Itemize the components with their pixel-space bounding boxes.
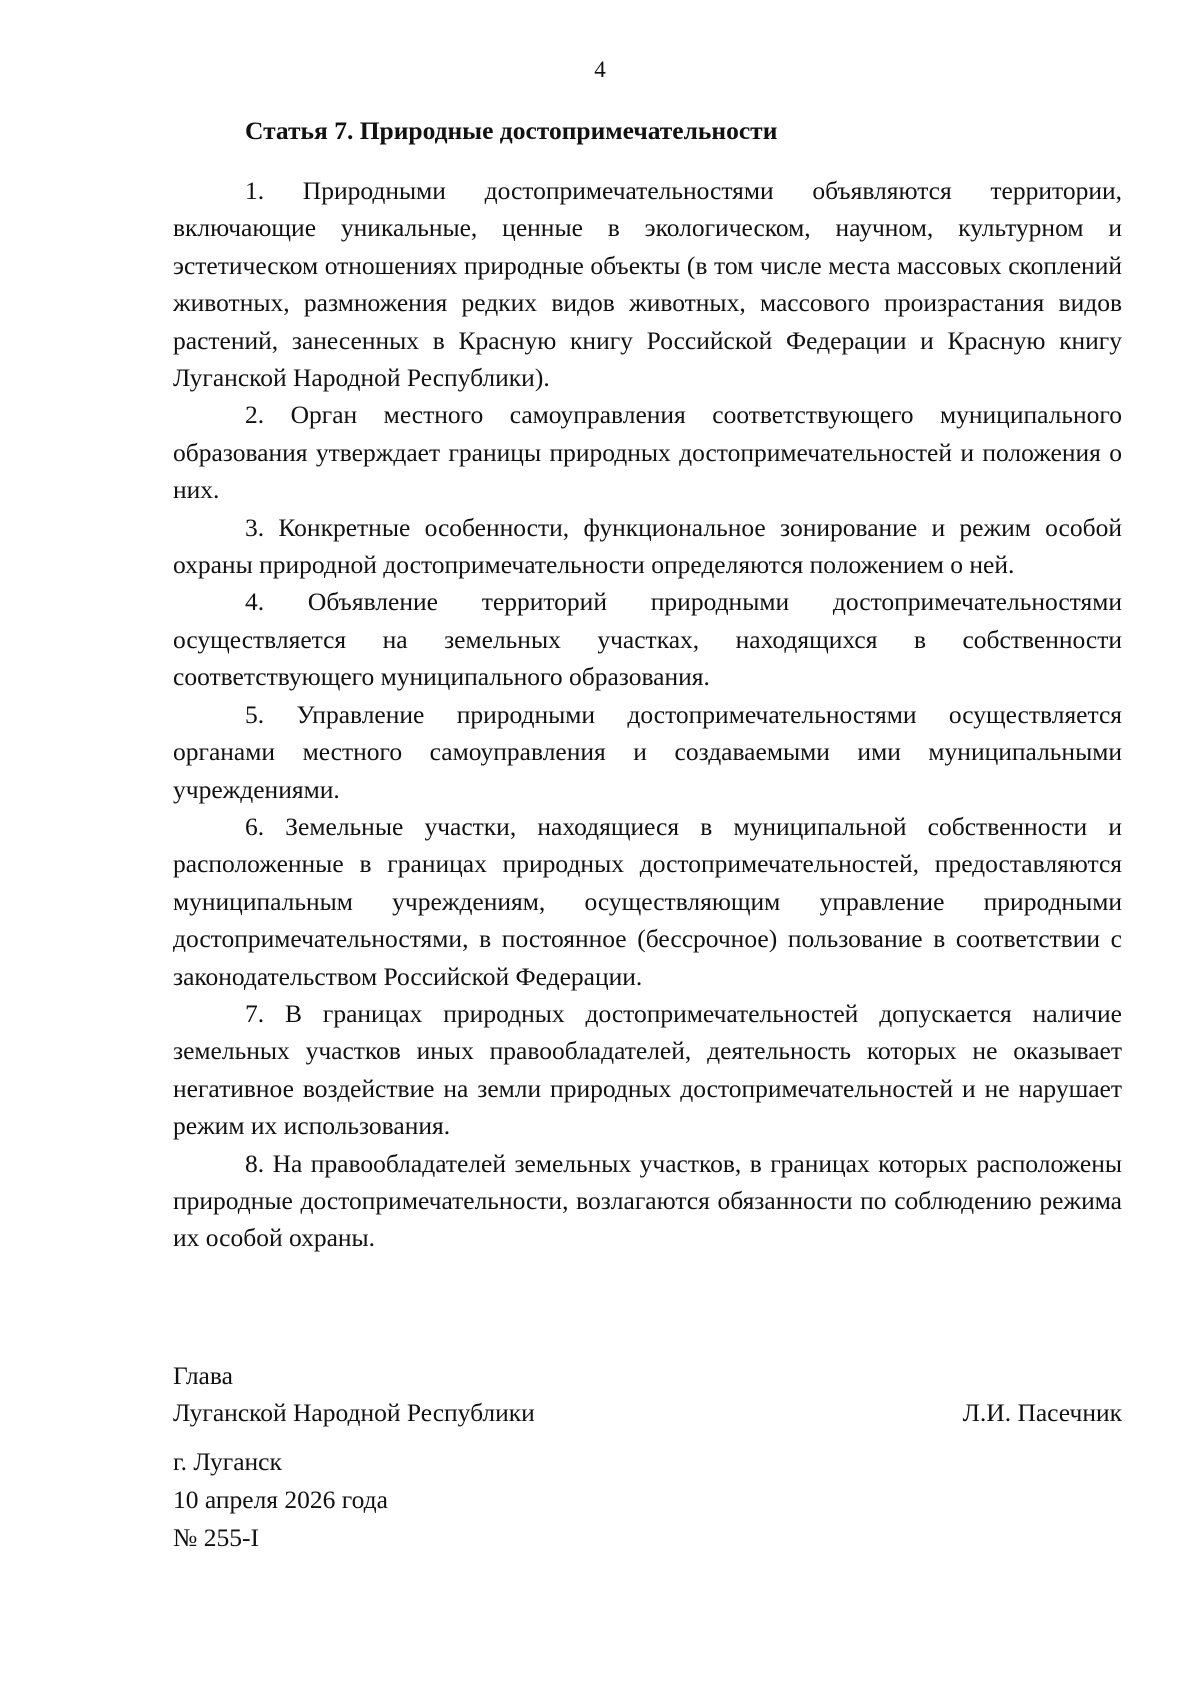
document-number: № 255-I: [173, 1523, 259, 1552]
clause-5: 5. Управление природными достопримечательностями осуществляется органами местного самоуправления и создаваемыми ими муниципальными учреждениями.: [173, 699, 1122, 804]
place-date-block: [173, 1443, 388, 1557]
article-body: [173, 172, 1122, 1257]
clause-1: 1. Природными достопримечательностями объявляются территории, включающие уникальные, ценные в экологическом, научном, культурном и эстетическом отношениях природные объекты (в том числе места массовых скоплений животных, размножения редких видов животных, массового произрастания видов растений, занесенных в Красную книгу Российской Федерации и Красную книгу Луганской Народной Республики).: [173, 176, 1122, 393]
article-title: Статья 7. Природные достопримечательности: [245, 116, 778, 145]
document-date: 10 апреля 2026 года: [173, 1485, 388, 1514]
clause-6: 6. Земельные участки, находящиеся в муниципальной собственности и расположенные в границах природных достопримечательностей, предоставляются муниципальным учреждениям, осуществляющим управление природными достопримечательностями, в постоянное (бессрочное) пользование в соответствии с законодательством Российской Федерации.: [173, 811, 1122, 991]
signatory-position-line2: Луганской Народной Республики: [173, 1398, 535, 1428]
page-number: 4: [594, 57, 606, 82]
clause-4: 4. Объявление территорий природными достопримечательностями осуществляется на земельных участках, находящихся в собственности соответствующего муниципального образования.: [173, 587, 1122, 692]
clause-7: 7. В границах природных достопримечательностей допускается наличие земельных участков иных правообладателей, деятельность которых не оказывает негативное воздействие на земли природных достопримечательностей и не нарушает режим их использования.: [173, 998, 1122, 1141]
signatory-name: Л.И. Пасечник: [962, 1398, 1122, 1428]
signature-block: [173, 1357, 1122, 1432]
clause-8: 8. На правообладателей земельных участков, в границах которых расположены природные достопримечательности, возлагаются обязанности по соблюдению режима их особой охраны.: [173, 1148, 1122, 1253]
signature-row: [173, 1394, 1122, 1431]
city: г. Луганск: [173, 1447, 282, 1476]
clause-2: 2. Орган местного самоуправления соответствующего муниципального образования утверждает границы природных достопримечательностей и положения о них.: [173, 400, 1122, 505]
signatory-position-line1: Глава: [173, 1361, 233, 1390]
clause-3: 3. Конкретные особенности, функциональное зонирование и режим особой охраны природной достопримечательности определяются положением о ней.: [173, 512, 1122, 580]
